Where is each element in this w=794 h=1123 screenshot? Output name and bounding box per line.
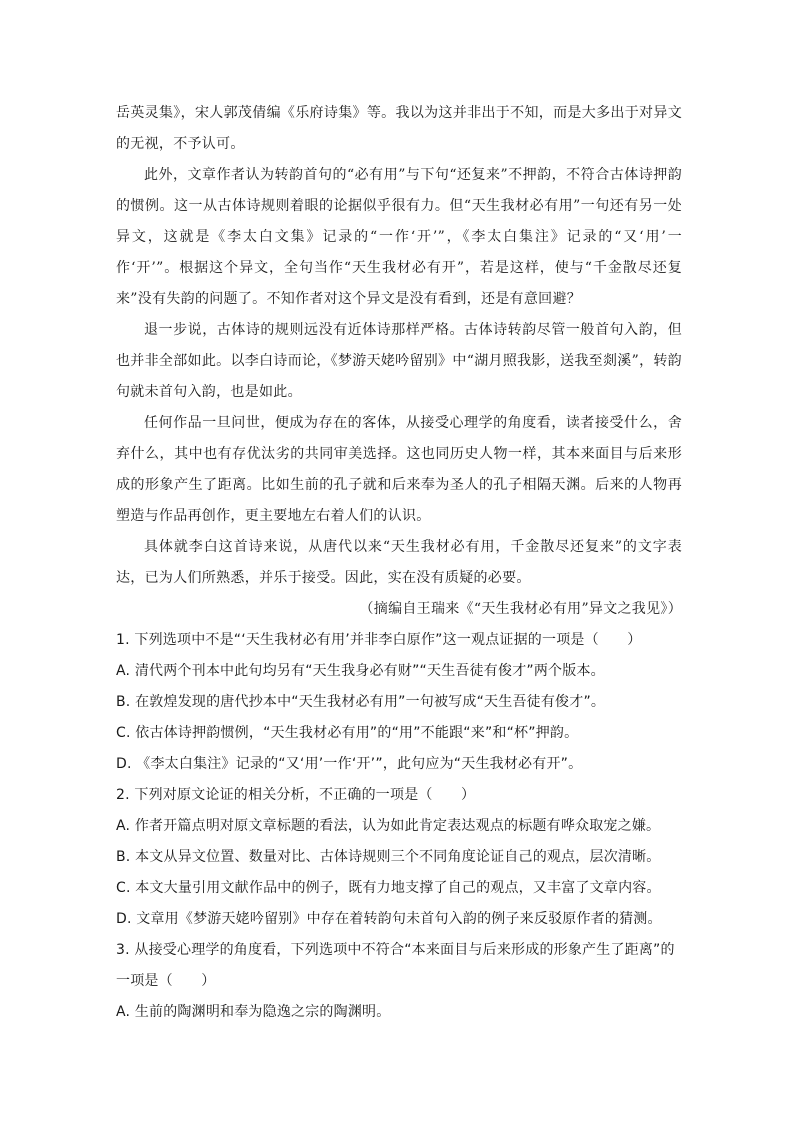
question-2-option-c: C. 本文大量引用文献作品中的例子，既有力地支撑了自己的观点，又丰富了文章内容。 bbox=[116, 880, 661, 896]
question-2 bbox=[116, 780, 682, 935]
question-1-option-a: A. 清代两个刊本中此句均另有“天生我身必有财”“天生吾徒有俊才”两个版本。 bbox=[116, 663, 605, 679]
question-1-option-d: D. 《李太白集注》记录的“又‘用’一作‘开’”，此句应为“天生我材必有开”。 bbox=[116, 756, 583, 772]
question-2-option-b: B. 本文从异文位置、数量对比、古体诗规则三个不同角度论证自己的观点，层次清晰。 bbox=[116, 849, 661, 865]
question-1 bbox=[116, 625, 682, 780]
passage-paragraph-5: 具体就李白这首诗来说，从唐代以来“天生我材必有用，千金散尽还复来”的文字表达，已为人们所熟悉，并乐于接受。因此，实在没有质疑的必要。 bbox=[116, 539, 682, 586]
question-2-option-a: A. 作者开篇点明对原文章标题的看法，认为如此肯定表达观点的标题有哗众取宠之嫌。 bbox=[116, 818, 661, 834]
passage-paragraph-2: 此外，文章作者认为转韵首句的“必有用”与下句“还复来”不押韵，不符合古体诗押韵的惯例。这一从古体诗规则着眼的论据似乎很有力。但“天生我材必有用”一句还有另一处异文，这就是《李太白文集》记录的“一作‘开’”，《李太白集注》记录的“又‘用’一作‘开’”。根据这个异文，全句当作“天生我材必有开”，若是这样，使与“千金散尽还复来”没有失韵的问题了。不知作者对这个异文是没有看到，还是有意回避？ bbox=[116, 167, 682, 307]
question-3-option-a: A. 生前的陶渊明和奉为隐逸之宗的陶渊明。 bbox=[116, 1004, 391, 1020]
passage-paragraph-4: 任何作品一旦问世，便成为存在的客体，从接受心理学的角度看，读者接受什么，舍弃什么，其中也有存优汰劣的共同审美选择。这也同历史人物一样，其本来面目与后来形成的形象产生了距离。比如生前的孔子就和后来奉为圣人的孔子相隔天渊。后来的人物再塑造与作品再创作，更主要地左右着人们的认识。 bbox=[116, 415, 682, 524]
question-2-option-d: D. 文章用《梦游天姥吟留别》中存在着转韵句未首句入韵的例子来反驳原作者的猜测。 bbox=[116, 911, 662, 927]
question-1-stem: 1. 下列选项中不是“‘天生我材必有用’并非李白原作”这一观点证据的一项是（ ） bbox=[116, 632, 642, 648]
question-3-stem: 3. 从接受心理学的角度看，下列选项中不符合“本来面目与后来形成的形象产生了距离”的一项是（ ） bbox=[116, 942, 675, 989]
question-3 bbox=[116, 935, 682, 1028]
question-1-option-b: B. 在敦煌发现的唐代抄本中“天生我材必有用”一句被写成“天生吾徒有俊才”。 bbox=[116, 694, 606, 710]
question-1-option-c: C. 依古体诗押韵惯例，“天生我材必有用”的“用”不能跟“来”和“杯”押韵。 bbox=[116, 725, 579, 741]
passage bbox=[116, 98, 682, 625]
passage-paragraph-1: 岳英灵集》，宋人郭茂倩编《乐府诗集》等。我以为这并非出于不知，而是大多出于对异文的无视，不予认可。 bbox=[116, 105, 682, 152]
question-2-stem: 2. 下列对原文论证的相关分析，不正确的一项是（ ） bbox=[116, 787, 476, 803]
passage-paragraph-3: 退一步说，古体诗的规则远没有近体诗那样严格。古体诗转韵尽管一般首句入韵，但也并非全部如此。以李白诗而论，《梦游天姥吟留别》中“湖月照我影，送我至剡溪”，转韵句就未首句入韵，也是如此。 bbox=[116, 322, 682, 400]
passage-source: （摘编自王瑞来《“天生我材必有用”异文之我见》） bbox=[359, 601, 682, 617]
